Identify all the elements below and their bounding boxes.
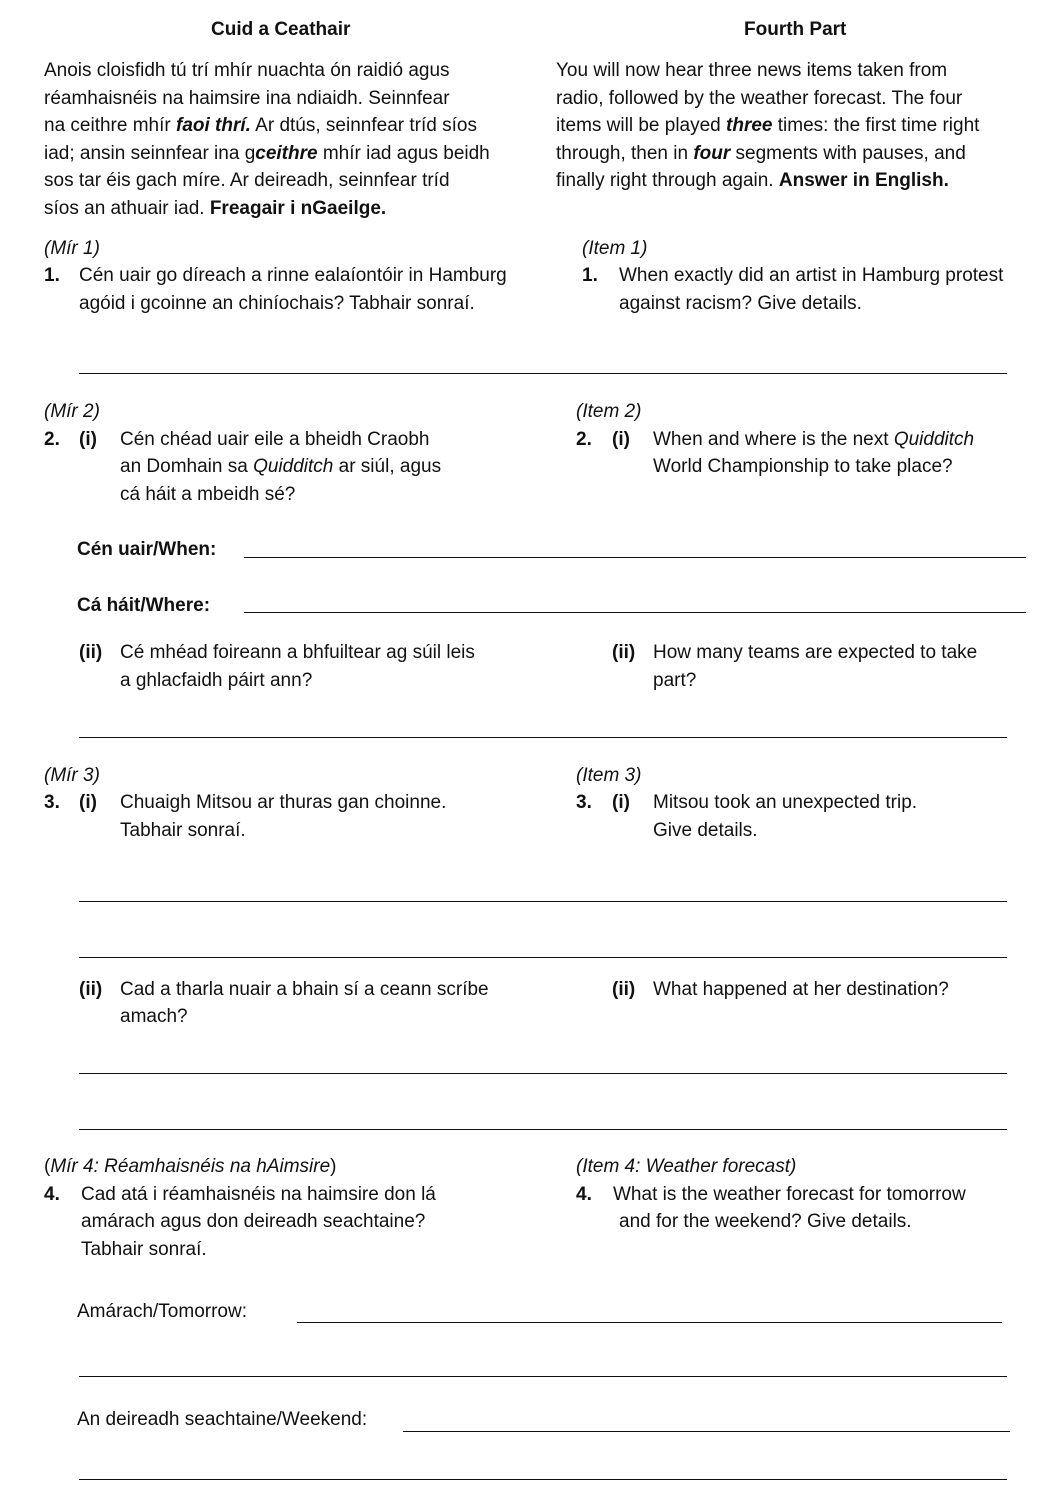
intro-irish-line: na ceithre mhír faoi thrí. Ar dtús, seinnfear tríd síos: [44, 115, 477, 136]
when-label: Cén uair/When:: [77, 539, 217, 560]
q3-ii-answer-line-2[interactable]: [79, 1129, 1007, 1130]
q1-number-english: 1.: [582, 265, 598, 286]
q2-english-ii-line: part?: [653, 670, 697, 691]
q2-number: 2.: [44, 429, 60, 450]
q2-sub-ii-english: (ii): [612, 642, 636, 663]
q4-number-english: 4.: [576, 1184, 592, 1205]
tomorrow-answer-line[interactable]: [297, 1322, 1002, 1323]
intro-english-line: items will be played three times: the first time right: [556, 115, 980, 136]
q3-ii-answer-line-1[interactable]: [79, 1073, 1007, 1074]
q3-sub-i-english: (i): [612, 792, 630, 813]
q3-english-ii-line: What happened at her destination?: [653, 979, 949, 1000]
intro-irish-line: iad; ansin seinnfear ina gceithre mhír iad agus beidh: [44, 142, 490, 164]
intro-irish-line: síos an athuair iad. Freagair i nGaeilge.: [44, 197, 387, 219]
q3-tag-irish: (Mír 3): [44, 765, 100, 786]
q4-irish-line: Cad atá i réamhaisnéis na haimsire don lá: [81, 1184, 436, 1205]
tomorrow-label: Amárach/Tomorrow:: [77, 1301, 247, 1322]
q2-tag-english: (Item 2): [576, 401, 642, 422]
intro-english: [556, 57, 979, 195]
q2-ii-answer-line[interactable]: [79, 737, 1007, 738]
intro-english-line: through, then in four segments with pauses, and: [556, 142, 966, 164]
q3-english-i-line: Mitsou took an unexpected trip.: [653, 792, 918, 813]
q2-irish-i-line: an Domhain sa Quidditch ar siúl, agus: [120, 456, 442, 477]
q1-answer-line[interactable]: [79, 373, 1007, 374]
q3-irish-ii-line: amach?: [120, 1006, 188, 1027]
where-answer-line[interactable]: [244, 612, 1026, 613]
q4-irish-line: Tabhair sonraí.: [81, 1239, 207, 1260]
q3-i-answer-line-1[interactable]: [79, 901, 1007, 902]
q1-tag-english: (Item 1): [582, 238, 648, 259]
weekend-label: An deireadh seachtaine/Weekend:: [77, 1409, 368, 1430]
q2-sub-ii: (ii): [79, 642, 103, 663]
intro-english-line: finally right through again. Answer in English.: [556, 170, 949, 191]
tomorrow-answer-line-2[interactable]: [79, 1376, 1007, 1377]
intro-irish: [44, 57, 490, 222]
where-label: Cá háit/Where:: [77, 595, 211, 616]
q3-number: 3.: [44, 792, 60, 813]
when-answer-line[interactable]: [244, 557, 1026, 558]
q1-english-line: When exactly did an artist in Hamburg protest: [619, 265, 1004, 286]
q2-irish-i-line: cá háit a mbeidh sé?: [120, 484, 296, 505]
q3-i-answer-line-2[interactable]: [79, 957, 1007, 958]
q2-english-i-line: When and where is the next Quidditch: [653, 429, 975, 450]
q2-sub-i-english: (i): [612, 429, 630, 450]
q3-irish-i-line: Tabhair sonraí.: [120, 820, 246, 841]
q4-english-line: and for the weekend? Give details.: [619, 1211, 912, 1232]
q2-sub-i: (i): [79, 429, 97, 450]
q3-english-i-line: Give details.: [653, 820, 758, 841]
intro-english-line: radio, followed by the weather forecast. The four: [556, 87, 963, 109]
intro-irish-line: sos tar éis gach míre. Ar deireadh, seinnfear tríd: [44, 170, 450, 191]
heading-english: Fourth Part: [744, 19, 847, 40]
q3-irish-ii-line: Cad a tharla nuair a bhain sí a ceann scríbe: [120, 979, 489, 1000]
q3-irish-i-line: Chuaigh Mitsou ar thuras gan choinne.: [120, 792, 447, 813]
q1-irish-line: Cén uair go díreach a rinne ealaíontóir in Hamburg: [79, 265, 507, 286]
heading-irish: Cuid a Ceathair: [211, 19, 351, 40]
q2-english-ii-line: How many teams are expected to take: [653, 642, 978, 663]
intro-english-line: You will now hear three news items taken from: [556, 60, 948, 81]
intro-irish-line: réamhaisnéis na haimsire ina ndiaidh. Seinnfear: [44, 87, 450, 109]
q3-sub-i: (i): [79, 792, 97, 813]
q2-english-i-line: World Championship to take place?: [653, 456, 953, 477]
weekend-answer-line-2[interactable]: [79, 1479, 1007, 1480]
intro-irish-line: Anois cloisfidh tú trí mhír nuachta ón raidió agus: [44, 60, 450, 81]
q4-irish-line: amárach agus don deireadh seachtaine?: [81, 1211, 426, 1232]
q1-english-line: against racism? Give details.: [619, 293, 862, 314]
q3-sub-ii: (ii): [79, 979, 103, 1000]
q3-tag-english: (Item 3): [576, 765, 642, 786]
q4-tag-irish: (Mír 4: Réamhaisnéis na hAimsire): [44, 1156, 337, 1177]
q3-number-english: 3.: [576, 792, 592, 813]
weekend-answer-line[interactable]: [403, 1431, 1010, 1432]
q4-tag-english: (Item 4: Weather forecast): [576, 1156, 797, 1177]
q2-irish-ii-line: a ghlacfaidh páirt ann?: [120, 670, 313, 691]
q1-number: 1.: [44, 265, 60, 286]
q1-irish-line: agóid i gcoinne an chiníochais? Tabhair sonraí.: [79, 293, 475, 314]
q2-tag-irish: (Mír 2): [44, 401, 100, 422]
q3-sub-ii-english: (ii): [612, 979, 636, 1000]
q2-number-english: 2.: [576, 429, 592, 450]
q4-english-line: What is the weather forecast for tomorrow: [613, 1184, 966, 1205]
q2-irish-ii-line: Cé mhéad foireann a bhfuiltear ag súil leis: [120, 642, 475, 663]
q1-tag-irish: (Mír 1): [44, 238, 100, 259]
q2-irish-i-line: Cén chéad uair eile a bheidh Craobh: [120, 429, 430, 450]
q4-number: 4.: [44, 1184, 60, 1205]
